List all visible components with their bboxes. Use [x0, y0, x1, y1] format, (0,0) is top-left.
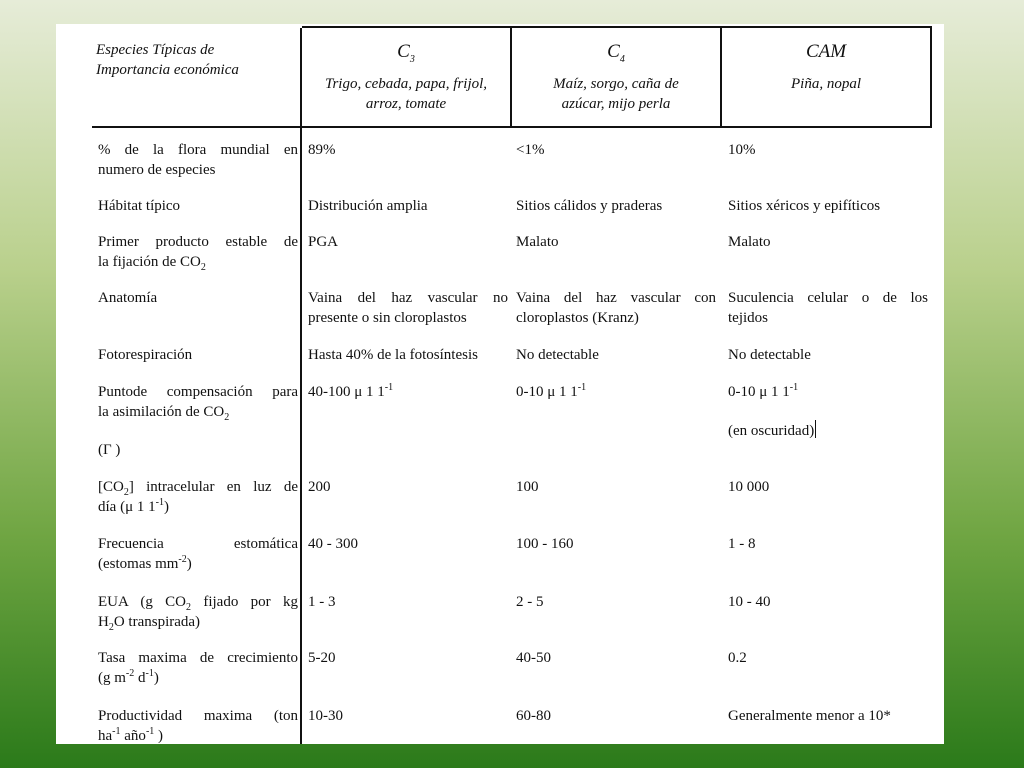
- cell-fotoresp-cam: No detectable: [728, 347, 811, 363]
- cell-anatomia-c4: Vaina del haz vascular con cloroplastos (Kranz): [516, 290, 716, 326]
- row-label-producto: Primer producto estable de la fijación de $CO_2$: [98, 234, 298, 273]
- cell-eua-c4: 2 - 5: [516, 594, 544, 610]
- cell-fotoresp-c3: Hasta 40% de la fotosíntesis: [308, 347, 478, 363]
- cell-tasa-c3: 5-20: [308, 650, 336, 666]
- cell-co2intra-c4: 100: [516, 479, 539, 495]
- cell-compensacion-cam: 0-10 μ 1 $1^{-1}$ (en oscuridad): [728, 382, 815, 439]
- cell-productividad-c3: 10-30: [308, 708, 343, 724]
- cell-flora-c4: <1%: [516, 142, 545, 158]
- cell-anatomia-cam: Suculencia celular o de los tejidos: [728, 290, 928, 326]
- cell-anatomia-c3: Vaina del haz vascular no presente o sin cloroplastos: [308, 290, 508, 326]
- row-label-fotorespiracion: Fotorespiración: [98, 347, 193, 363]
- row-label-co2-intracelular: $[CO_2]$ intracelular en luz de día (μ 1 $1^{-1}$): [98, 479, 298, 515]
- cell-frecuencia-c3: 40 - 300: [308, 536, 358, 552]
- row-label-anatomia: Anatomía: [98, 290, 158, 306]
- cell-compensacion-c4: 0-10 μ 1 $1^{-1}$: [516, 382, 587, 400]
- cell-compensacion-c3: 40-100 μ 1 $1^{-1}$: [308, 382, 394, 400]
- cell-frecuencia-c4: 100 - 160: [516, 536, 574, 552]
- cell-habitat-c3: Distribución amplia: [308, 198, 428, 214]
- header-species-label: Especies Típicas de Importancia económica: [96, 42, 239, 78]
- column-divider-1: [300, 28, 302, 744]
- cell-tasa-c4: 40-50: [516, 650, 551, 666]
- cell-eua-c3: 1 - 3: [308, 594, 336, 610]
- cell-eua-cam: 10 - 40: [728, 594, 771, 610]
- header-c3: $C_3$ Trigo, cebada, papa, frijol, arroz, tomate: [324, 41, 488, 112]
- cell-frecuencia-cam: 1 - 8: [728, 536, 756, 552]
- cell-producto-c3: PGA: [308, 234, 339, 250]
- cell-fotoresp-c4: No detectable: [516, 347, 599, 363]
- column-divider-4: [930, 28, 932, 128]
- cell-co2intra-cam: 10 000: [728, 479, 770, 495]
- cell-flora-cam: 10%: [728, 142, 756, 158]
- cell-productividad-c4: 60-80: [516, 708, 551, 724]
- header-bottom-rule: [92, 126, 932, 128]
- header-top-rule: [302, 26, 932, 28]
- cell-tasa-cam: 0.2: [728, 650, 747, 666]
- header-c4: $C_4$ Maíz, sorgo, caña de azúcar, mijo perla: [553, 41, 679, 112]
- row-label-productividad: Productividad maxima (ton $ha^{-1}$ año$^{-1}$ ): [98, 708, 298, 744]
- header-cam: CAM Piña, nopal: [791, 41, 861, 92]
- cell-co2intra-c3: 200: [308, 479, 331, 495]
- cell-producto-cam: Malato: [728, 234, 771, 250]
- cell-habitat-cam: Sitios xéricos y epifíticos: [728, 198, 881, 214]
- cell-flora-c3: 89%: [308, 142, 336, 158]
- row-label-eua: EUA (g $CO_2$ fijado por kg $H_2O$ transpirada): [98, 594, 299, 633]
- row-label-frecuencia: Frecuencia estomática (estomas $mm^{-2}$): [98, 536, 298, 572]
- cell-productividad-cam: Generalmente menor a 10*: [728, 708, 891, 724]
- row-label-tasa: Tasa maxima de crecimiento (g $m^{-2}$ $d^{-1}$): [98, 650, 298, 686]
- document-page: [56, 24, 944, 744]
- cell-habitat-c4: Sitios cálidos y praderas: [516, 198, 663, 214]
- cell-producto-c4: Malato: [516, 234, 559, 250]
- text-cursor: [815, 420, 816, 438]
- row-label-compensacion: Puntode compensación para la asimilación de $CO_2$ (Γ ): [98, 384, 298, 458]
- row-label-flora: % de la flora mundial en numero de especies: [98, 142, 298, 178]
- row-label-habitat: Hábitat típico: [98, 198, 181, 214]
